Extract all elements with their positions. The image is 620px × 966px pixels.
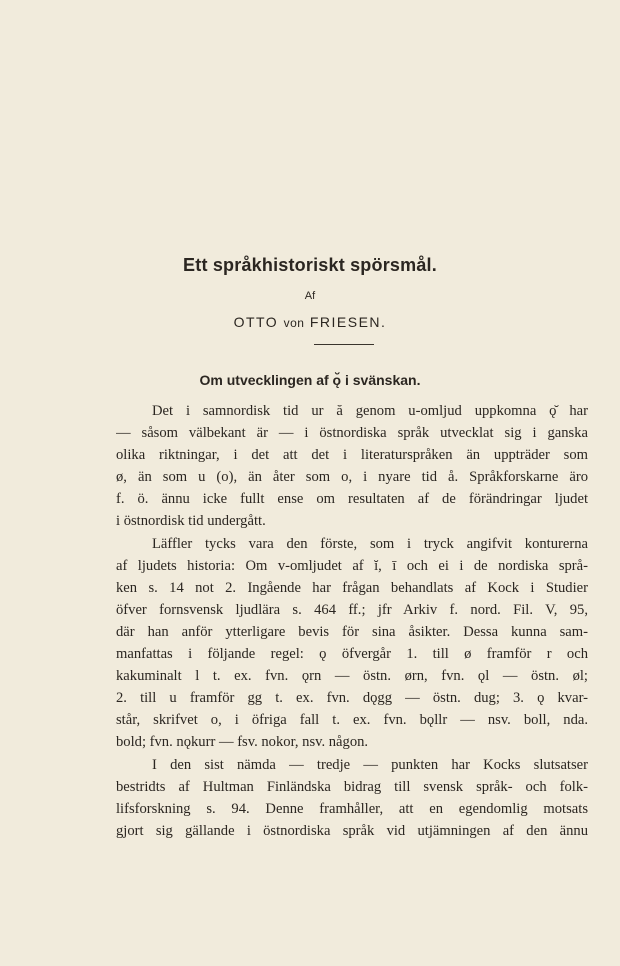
text-line: Det i samnordisk tid ur ă genom u-omljud uppkomna ǫ̆ har xyxy=(152,403,588,419)
author-last-name: FRIESEN. xyxy=(309,314,387,330)
text-line: gjort sig gällande i östnordiska språk vid utjämningen af den ännu xyxy=(116,822,588,839)
text-line: 2. till u framför gg t. ex. fvn. dǫgg — östn. dug; 3. ǫ kvar- xyxy=(116,690,588,707)
text-line: kakuminalt l t. ex. fvn. ǫrn — östn. ørn, fvn. ǫl — östn. øl; xyxy=(116,668,588,685)
text-line: ken s. 14 not 2. Ingående har frågan behandlats af Kock i Studier xyxy=(116,579,588,596)
author-name xyxy=(0,314,620,330)
byline-af: Af xyxy=(304,290,316,302)
text-line: lifsforskning s. 94. Denne framhåller, att en egendomlig motsats xyxy=(116,800,588,817)
text-line: Läffler tycks vara den förste, som i tryck angifvit konturerna xyxy=(152,535,588,552)
body-text xyxy=(116,400,588,842)
text-line: olika riktningar, i det att det i literaturspråken än uppträder som xyxy=(116,447,588,464)
author-particle: von xyxy=(283,316,305,330)
text-line: af ljudets historia: Om v-omljudet af ĭ, ī och ei i de nordiska språ- xyxy=(116,557,588,574)
text-line: I den sist nämda — tredje — punkten har Kocks slutsatser xyxy=(152,756,588,773)
text-line: öfver fornsvensk ljudlära s. 464 ff.; jfr Arkiv f. nord. Fil. V, 95, xyxy=(116,601,588,618)
text-line: manfattas i följande regel: ǫ öfvergår 1. till ø framför r och xyxy=(116,646,588,663)
text-line: bestridts af Hultman Finländska bidrag till svensk språk- och folk- xyxy=(116,778,588,795)
text-line: där han anför ytterligare bevis för sina åsikter. Dessa kunna sam- xyxy=(116,623,588,640)
text-line: står, skrifvet o, i öfriga fall t. ex. fvn. bǫllr — nsv. boll, nda. xyxy=(116,712,588,729)
text-line: — såsom välbekant är — i östnordiska språk utvecklat sig i ganska xyxy=(116,425,588,442)
article-title: Ett språkhistoriskt spörsmål. xyxy=(183,255,437,275)
text-line: f. ö. ännu icke fullt ense om resultaten af de förändringar ljudet xyxy=(116,491,588,508)
text-line: ø, än som u (o), än åter som o, i nyare tid å. Språkforskarne äro xyxy=(116,469,588,486)
author-first-name: OTTO xyxy=(233,314,279,330)
section-heading: Om utvecklingen af ǫ̆ i svänskan. xyxy=(199,372,421,388)
title-divider xyxy=(314,344,374,345)
text-line: bold; fvn. nǫkurr — fsv. nokor, nsv. någon. xyxy=(116,734,369,751)
text-line: i östnordisk tid undergått. xyxy=(116,513,266,530)
